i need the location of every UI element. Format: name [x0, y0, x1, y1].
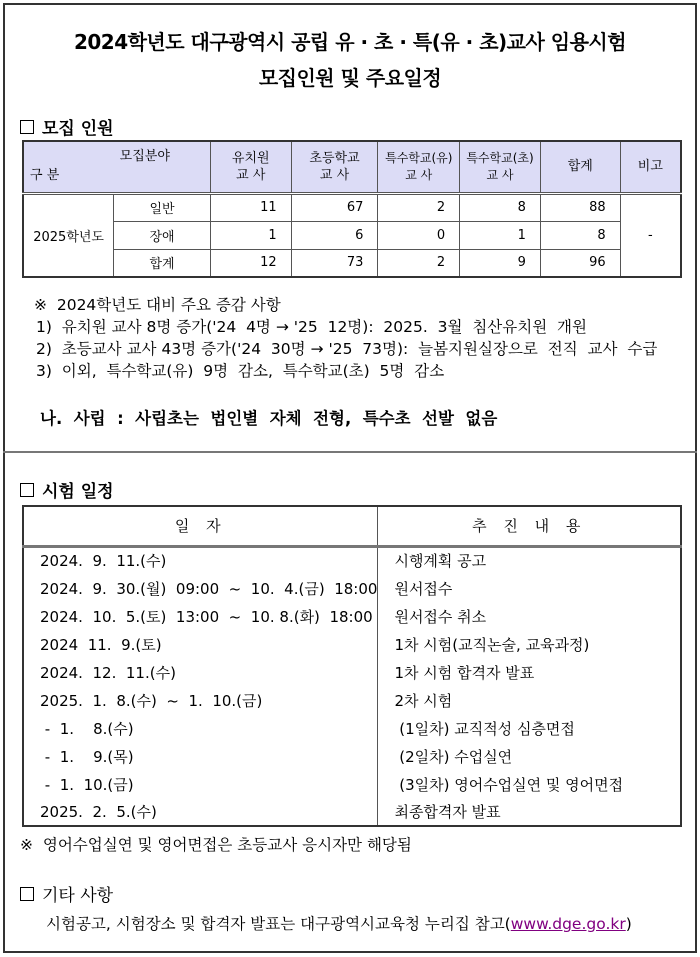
table-row: [23, 249, 681, 277]
schedule-content: 원서접수: [378, 574, 681, 602]
schedule-date: - 1. 10.(금): [23, 770, 378, 798]
schedule-row: [23, 630, 681, 658]
cell: 12: [210, 249, 291, 277]
schedule-row: [23, 658, 681, 686]
cell: 0: [378, 221, 460, 249]
section-divider: [3, 451, 697, 453]
schedule-row: [23, 546, 681, 574]
cell: 67: [291, 193, 378, 221]
schedule-table: [22, 505, 682, 827]
cell: 2: [378, 193, 460, 221]
cell: 8: [460, 193, 541, 221]
col-header-total: 합계: [540, 141, 620, 193]
changes-notes: [34, 294, 657, 382]
schedule-row: [23, 770, 681, 798]
etc-text: [46, 912, 632, 934]
cell-total: 8: [540, 221, 620, 249]
schedule-heading: [20, 477, 114, 502]
col-header: 유치원 교 사: [210, 141, 291, 193]
schedule-date: - 1. 8.(수): [23, 714, 378, 742]
etc-heading: [20, 881, 113, 906]
row-label: 합계: [114, 249, 211, 277]
cell: 1: [460, 221, 541, 249]
cell-total: 96: [540, 249, 620, 277]
changes-heading: ※ 2024학년도 대비 주요 증감 사항: [34, 296, 281, 314]
schedule-content: 최종합격자 발표: [378, 798, 681, 826]
schedule-row: [23, 798, 681, 826]
corner-top: 모집분야: [119, 149, 170, 164]
schedule-date: 2024 11. 9.(토): [23, 630, 378, 658]
schedule-content: 원서접수 취소: [378, 602, 681, 630]
change-item: 1) 유치원 교사 8명 증가('24 4명 → '25 12명): 2025. 3월 침산유치원 개원: [36, 318, 587, 336]
private-school-note: 나. 사립 : 사립초는 법인별 자체 전형, 특수초 선발 없음: [40, 409, 498, 428]
col-header-content: 추 진 내 용: [378, 506, 681, 546]
change-item: 2) 초등교사 교사 43명 증가('24 30명 → '25 73명): 늘봄지원실장으로 전직 교사 수급: [36, 340, 658, 358]
table-row: [23, 221, 681, 249]
etc-close: ): [625, 915, 632, 933]
schedule-date: 2024. 9. 30.(월) 09:00 ~ 10. 4.(금) 18:00: [23, 574, 378, 602]
col-header-date: 일 자: [23, 506, 378, 546]
cell: 1: [210, 221, 291, 249]
recruit-heading-text: 모집 인원: [42, 119, 114, 139]
page-title: 2024학년도 대구광역시 공립 유 · 초 · 특(유 · 초)교사 임용시험: [73, 30, 627, 54]
etc-text-body: 시험공고, 시험장소 및 합격자 발표는 대구광역시교육청 누리집 참고(: [46, 915, 511, 933]
cell: 11: [210, 193, 291, 221]
schedule-heading-text: 시험 일정: [42, 482, 114, 502]
corner-bottom: 구 분: [30, 167, 60, 183]
recruit-heading: [20, 114, 114, 139]
schedule-content: (3일차) 영어수업실연 및 영어면접: [378, 770, 681, 798]
schedule-date: 2024. 9. 11.(수): [23, 546, 378, 574]
checkbox-square-icon: [20, 483, 34, 497]
row-label: 장애: [114, 221, 211, 249]
schedule-content: (1일차) 교직적성 심층면접: [378, 714, 681, 742]
schedule-content: (2일차) 수업실연: [378, 742, 681, 770]
schedule-date: - 1. 9.(목): [23, 742, 378, 770]
table-row: [23, 193, 681, 221]
schedule-content: 1차 시험 합격자 발표: [378, 658, 681, 686]
year-cell: 2025학년도: [23, 193, 114, 277]
cell: 73: [291, 249, 378, 277]
schedule-content: 1차 시험(교직논술, 교육과정): [378, 630, 681, 658]
schedule-date: 2024. 10. 5.(토) 13:00 ~ 10. 8.(화) 18:00: [23, 602, 378, 630]
recruit-table: [22, 140, 682, 278]
change-item: 3) 이외, 특수학교(유) 9명 감소, 특수학교(초) 5명 감소: [36, 362, 445, 380]
schedule-row: [23, 602, 681, 630]
col-header-note: 비고: [620, 141, 681, 193]
schedule-content: 시행계획 공고: [378, 546, 681, 574]
schedule-row: [23, 574, 681, 602]
schedule-date: 2025. 1. 8.(수) ~ 1. 10.(금): [23, 686, 378, 714]
col-header: 초등학교 교 사: [291, 141, 378, 193]
schedule-row: [23, 714, 681, 742]
etc-heading-text: 기타 사항: [42, 886, 114, 906]
schedule-row: [23, 686, 681, 714]
checkbox-square-icon: [20, 887, 34, 901]
col-header: 특수학교(유) 교 사: [378, 141, 460, 193]
schedule-content: 2차 시험: [378, 686, 681, 714]
note-cell: -: [620, 193, 681, 277]
corner-header: [23, 141, 210, 193]
page-subtitle: 모집인원 및 주요일정: [258, 66, 442, 90]
cell: 6: [291, 221, 378, 249]
schedule-date: 2025. 2. 5.(수): [23, 798, 378, 826]
cell: 2: [378, 249, 460, 277]
cell-total: 88: [540, 193, 620, 221]
schedule-date: 2024. 12. 11.(수): [23, 658, 378, 686]
schedule-row: [23, 742, 681, 770]
cell: 9: [460, 249, 541, 277]
col-header: 특수학교(초) 교 사: [460, 141, 541, 193]
website-link[interactable]: www.dge.go.kr: [510, 915, 626, 933]
schedule-footnote: ※ 영어수업실연 및 영어면접은 초등교사 응시자만 해당됨: [20, 836, 412, 854]
row-label: 일반: [114, 193, 211, 221]
checkbox-square-icon: [20, 120, 34, 134]
